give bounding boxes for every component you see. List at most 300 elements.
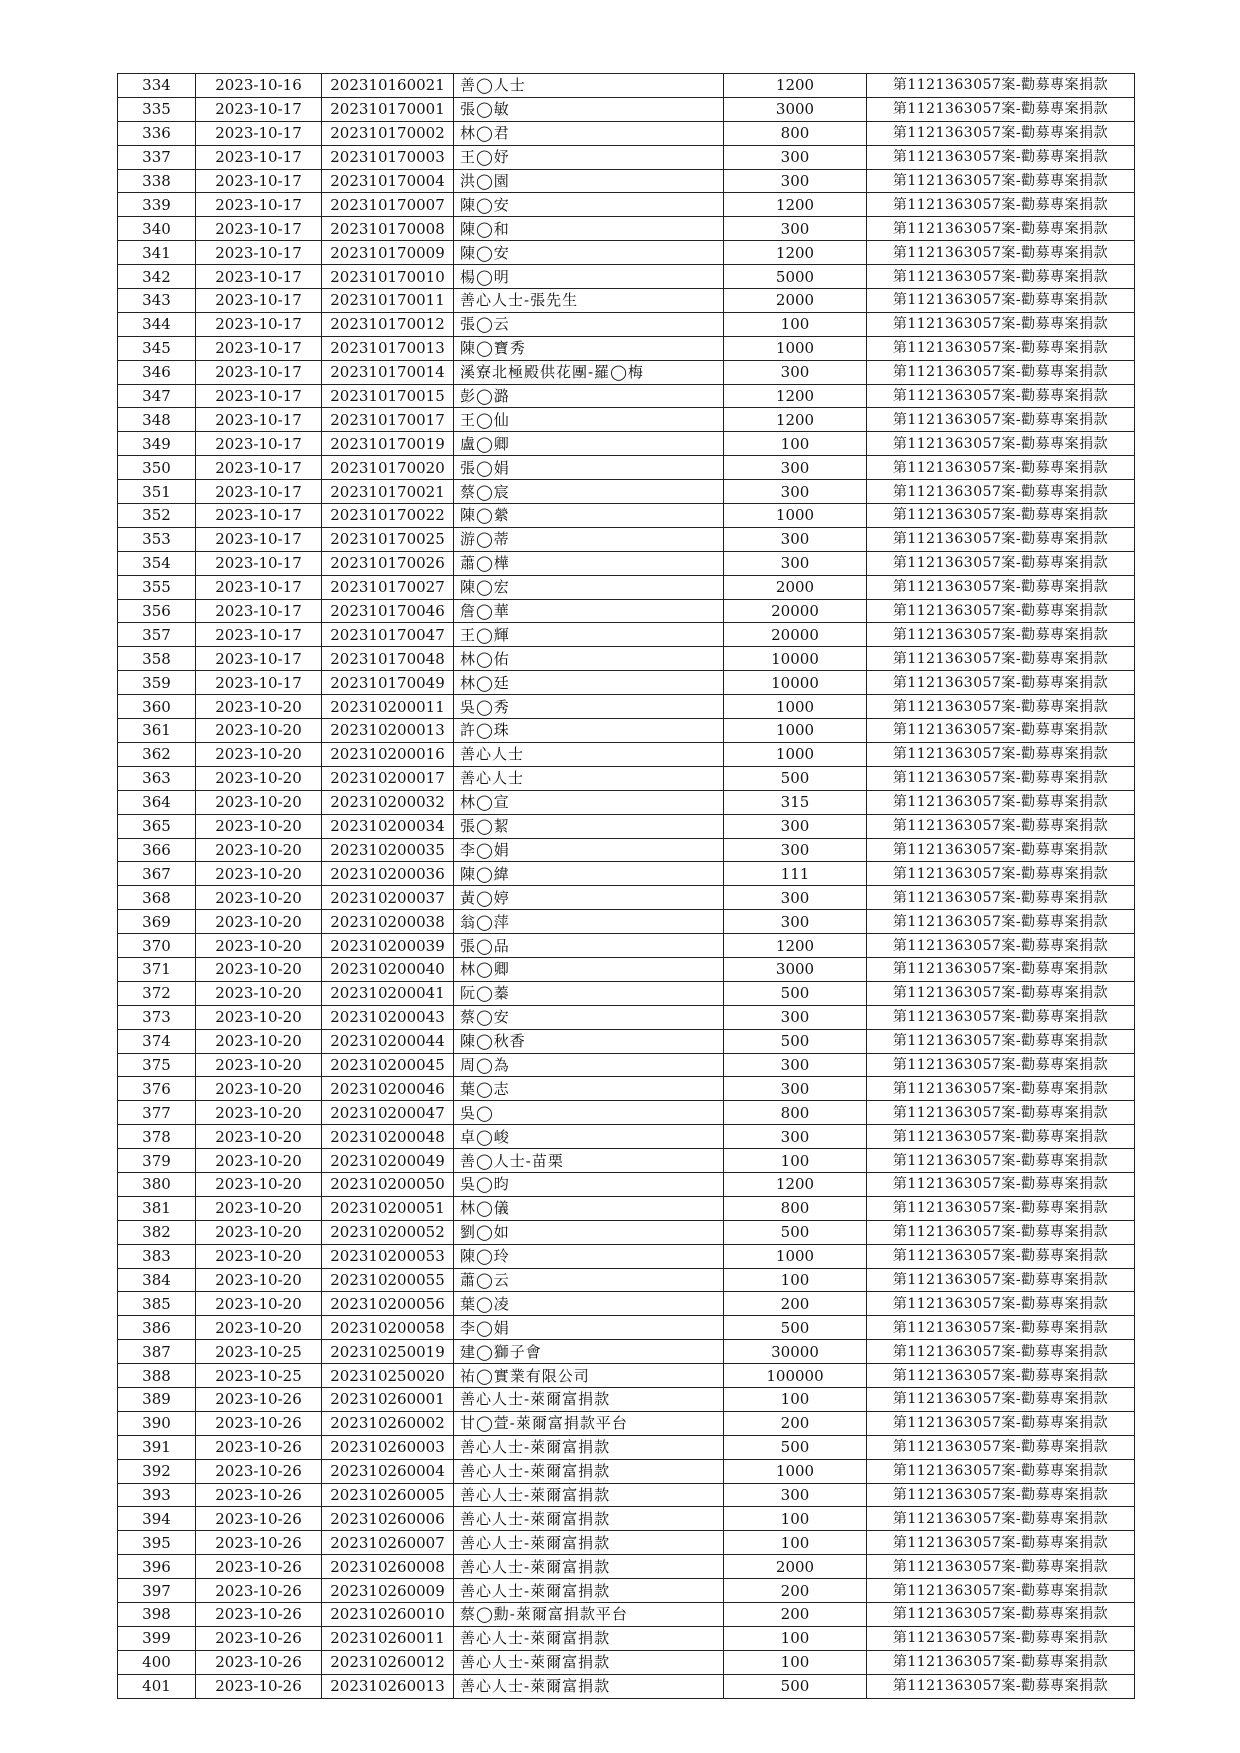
row-number: 391 [118,1435,196,1459]
row-number: 362 [118,742,196,766]
donor-name: 善心人士-萊爾富捐款 [454,1507,724,1531]
case-note: 第1121363057案-勸募專案捐款 [867,1531,1135,1555]
receipt-number: 202310170015 [322,384,454,408]
donation-amount: 100 [724,1268,867,1292]
table-row [118,1149,1135,1173]
donation-date: 2023-10-17 [196,265,322,289]
donation-date: 2023-10-17 [196,97,322,121]
donation-date: 2023-10-20 [196,1125,322,1149]
table-row [118,1340,1135,1364]
table-row [118,719,1135,743]
donation-amount: 1000 [724,1244,867,1268]
donation-date: 2023-10-16 [196,74,322,98]
receipt-number: 202310170010 [322,265,454,289]
row-number: 379 [118,1149,196,1173]
donor-name: 善心人士 [454,766,724,790]
donor-name: 周◯為 [454,1053,724,1077]
receipt-number: 202310200039 [322,934,454,958]
donation-date: 2023-10-20 [196,957,322,981]
donation-amount: 300 [724,886,867,910]
receipt-number: 202310200055 [322,1268,454,1292]
row-number: 393 [118,1483,196,1507]
donation-date: 2023-10-17 [196,599,322,623]
donor-name: 林◯廷 [454,671,724,695]
donation-date: 2023-10-17 [196,217,322,241]
case-note: 第1121363057案-勸募專案捐款 [867,838,1135,862]
case-note: 第1121363057案-勸募專案捐款 [867,766,1135,790]
donation-amount: 100000 [724,1364,867,1388]
donor-name: 祐◯實業有限公司 [454,1364,724,1388]
donor-name: 張◯敏 [454,97,724,121]
case-note: 第1121363057案-勸募專案捐款 [867,1101,1135,1125]
donation-date: 2023-10-20 [196,1029,322,1053]
donor-name: 善心人士 [454,742,724,766]
donation-amount: 300 [724,217,867,241]
donor-name: 詹◯華 [454,599,724,623]
row-number: 368 [118,886,196,910]
row-number: 342 [118,265,196,289]
donation-date: 2023-10-17 [196,145,322,169]
case-note: 第1121363057案-勸募專案捐款 [867,1292,1135,1316]
donation-amount: 315 [724,790,867,814]
donation-date: 2023-10-17 [196,408,322,432]
donor-name: 阮◯蓁 [454,981,724,1005]
donor-name: 彭◯潞 [454,384,724,408]
table-row [118,671,1135,695]
row-number: 387 [118,1340,196,1364]
table-row [118,265,1135,289]
donation-amount: 10000 [724,671,867,695]
donation-amount: 300 [724,456,867,480]
table-row [118,504,1135,528]
table-row [118,1244,1135,1268]
donation-amount: 500 [724,981,867,1005]
donation-amount: 1200 [724,384,867,408]
case-note: 第1121363057案-勸募專案捐款 [867,1364,1135,1388]
case-note: 第1121363057案-勸募專案捐款 [867,647,1135,671]
donor-name: 溪寮北極殿供花團-羅◯梅 [454,360,724,384]
row-number: 384 [118,1268,196,1292]
table-row [118,742,1135,766]
case-note: 第1121363057案-勸募專案捐款 [867,910,1135,934]
table-row [118,432,1135,456]
case-note: 第1121363057案-勸募專案捐款 [867,527,1135,551]
donor-name: 善心人士-萊爾富捐款 [454,1387,724,1411]
row-number: 365 [118,814,196,838]
donation-amount: 300 [724,1005,867,1029]
row-number: 396 [118,1555,196,1579]
receipt-number: 202310170026 [322,551,454,575]
donation-amount: 500 [724,1029,867,1053]
donation-amount: 300 [724,1483,867,1507]
table-row [118,336,1135,360]
row-number: 390 [118,1411,196,1435]
receipt-number: 202310200052 [322,1220,454,1244]
donation-amount: 1200 [724,408,867,432]
receipt-number: 202310260008 [322,1555,454,1579]
row-number: 399 [118,1626,196,1650]
case-note: 第1121363057案-勸募專案捐款 [867,623,1135,647]
receipt-number: 202310170014 [322,360,454,384]
row-number: 380 [118,1172,196,1196]
receipt-number: 202310260013 [322,1674,454,1698]
row-number: 375 [118,1053,196,1077]
donation-date: 2023-10-20 [196,886,322,910]
donation-date: 2023-10-17 [196,671,322,695]
row-number: 356 [118,599,196,623]
case-note: 第1121363057案-勸募專案捐款 [867,742,1135,766]
donor-name: 楊◯明 [454,265,724,289]
donation-date: 2023-10-26 [196,1483,322,1507]
row-number: 360 [118,695,196,719]
row-number: 354 [118,551,196,575]
donor-name: 張◯絜 [454,814,724,838]
donation-amount: 10000 [724,647,867,671]
donation-date: 2023-10-17 [196,432,322,456]
case-note: 第1121363057案-勸募專案捐款 [867,1220,1135,1244]
donation-date: 2023-10-17 [196,360,322,384]
table-row [118,1364,1135,1388]
table-row [118,527,1135,551]
receipt-number: 202310200043 [322,1005,454,1029]
donation-date: 2023-10-20 [196,1005,322,1029]
table-row [118,97,1135,121]
case-note: 第1121363057案-勸募專案捐款 [867,1268,1135,1292]
table-row [118,1459,1135,1483]
donation-date: 2023-10-17 [196,169,322,193]
table-row [118,145,1135,169]
receipt-number: 202310250020 [322,1364,454,1388]
table-row [118,575,1135,599]
table-row [118,1316,1135,1340]
donation-date: 2023-10-20 [196,790,322,814]
donation-amount: 3000 [724,97,867,121]
case-note: 第1121363057案-勸募專案捐款 [867,145,1135,169]
donation-date: 2023-10-20 [196,1172,322,1196]
table-row [118,1411,1135,1435]
donor-name: 蔡◯勳-萊爾富捐款平台 [454,1603,724,1627]
case-note: 第1121363057案-勸募專案捐款 [867,1555,1135,1579]
donation-amount: 2000 [724,575,867,599]
receipt-number: 202310170012 [322,312,454,336]
receipt-number: 202310170002 [322,121,454,145]
table-row [118,1053,1135,1077]
donation-date: 2023-10-26 [196,1603,322,1627]
case-note: 第1121363057案-勸募專案捐款 [867,1674,1135,1698]
donor-name: 陳◯和 [454,217,724,241]
case-note: 第1121363057案-勸募專案捐款 [867,1387,1135,1411]
donation-amount: 20000 [724,599,867,623]
donor-name: 王◯輝 [454,623,724,647]
table-row [118,1579,1135,1603]
row-number: 378 [118,1125,196,1149]
donation-date: 2023-10-26 [196,1555,322,1579]
donor-name: 卓◯峻 [454,1125,724,1149]
row-number: 351 [118,480,196,504]
row-number: 349 [118,432,196,456]
donor-name: 陳◯安 [454,241,724,265]
table-row [118,121,1135,145]
row-number: 353 [118,527,196,551]
row-number: 340 [118,217,196,241]
row-number: 383 [118,1244,196,1268]
case-note: 第1121363057案-勸募專案捐款 [867,384,1135,408]
case-note: 第1121363057案-勸募專案捐款 [867,408,1135,432]
donation-amount: 200 [724,1579,867,1603]
case-note: 第1121363057案-勸募專案捐款 [867,1579,1135,1603]
receipt-number: 202310200053 [322,1244,454,1268]
table-row [118,599,1135,623]
donor-name: 善心人士-萊爾富捐款 [454,1435,724,1459]
case-note: 第1121363057案-勸募專案捐款 [867,1005,1135,1029]
donor-name: 林◯儀 [454,1196,724,1220]
donor-name: 陳◯安 [454,193,724,217]
case-note: 第1121363057案-勸募專案捐款 [867,957,1135,981]
table-row [118,1292,1135,1316]
donor-name: 蕭◯云 [454,1268,724,1292]
donor-name: 蔡◯安 [454,1005,724,1029]
table-row [118,193,1135,217]
case-note: 第1121363057案-勸募專案捐款 [867,599,1135,623]
donor-name: 劉◯如 [454,1220,724,1244]
donor-name: 陳◯寶秀 [454,336,724,360]
donation-amount: 100 [724,1531,867,1555]
donor-name: 洪◯園 [454,169,724,193]
table-row [118,1555,1135,1579]
donation-date: 2023-10-26 [196,1579,322,1603]
receipt-number: 202310200046 [322,1077,454,1101]
receipt-number: 202310200041 [322,981,454,1005]
donor-name: 善◯人士-苗栗 [454,1149,724,1173]
row-number: 347 [118,384,196,408]
case-note: 第1121363057案-勸募專案捐款 [867,1125,1135,1149]
table-row [118,1674,1135,1698]
donation-amount: 20000 [724,623,867,647]
row-number: 338 [118,169,196,193]
table-row [118,74,1135,98]
receipt-number: 202310260003 [322,1435,454,1459]
receipt-number: 202310200056 [322,1292,454,1316]
donor-name: 林◯君 [454,121,724,145]
donation-amount: 2000 [724,1555,867,1579]
case-note: 第1121363057案-勸募專案捐款 [867,719,1135,743]
donation-amount: 1200 [724,193,867,217]
row-number: 392 [118,1459,196,1483]
donation-date: 2023-10-20 [196,1292,322,1316]
receipt-number: 202310200036 [322,862,454,886]
donation-date: 2023-10-20 [196,1268,322,1292]
donation-date: 2023-10-17 [196,121,322,145]
donation-date: 2023-10-26 [196,1531,322,1555]
donation-amount: 100 [724,1387,867,1411]
case-note: 第1121363057案-勸募專案捐款 [867,432,1135,456]
row-number: 376 [118,1077,196,1101]
case-note: 第1121363057案-勸募專案捐款 [867,97,1135,121]
receipt-number: 202310170017 [322,408,454,432]
donation-amount: 300 [724,910,867,934]
case-note: 第1121363057案-勸募專案捐款 [867,1316,1135,1340]
donation-date: 2023-10-20 [196,1077,322,1101]
donation-date: 2023-10-26 [196,1626,322,1650]
donation-date: 2023-10-17 [196,193,322,217]
case-note: 第1121363057案-勸募專案捐款 [867,575,1135,599]
donation-date: 2023-10-17 [196,336,322,360]
donation-amount: 800 [724,121,867,145]
table-row [118,1268,1135,1292]
donation-amount: 100 [724,1507,867,1531]
case-note: 第1121363057案-勸募專案捐款 [867,1244,1135,1268]
row-number: 366 [118,838,196,862]
receipt-number: 202310260007 [322,1531,454,1555]
donor-name: 吳◯ [454,1101,724,1125]
donation-amount: 300 [724,1053,867,1077]
donor-name: 李◯娟 [454,1316,724,1340]
donation-table-body [118,74,1135,1699]
donor-name: 張◯娟 [454,456,724,480]
row-number: 369 [118,910,196,934]
receipt-number: 202310200045 [322,1053,454,1077]
donor-name: 善心人士-萊爾富捐款 [454,1626,724,1650]
donation-date: 2023-10-20 [196,814,322,838]
donor-name: 李◯娟 [454,838,724,862]
row-number: 341 [118,241,196,265]
table-row [118,981,1135,1005]
donation-amount: 500 [724,1316,867,1340]
donation-table [117,73,1135,1699]
donation-amount: 500 [724,1674,867,1698]
donor-name: 善心人士-萊爾富捐款 [454,1674,724,1698]
row-number: 348 [118,408,196,432]
table-row [118,1507,1135,1531]
receipt-number: 202310260012 [322,1650,454,1674]
case-note: 第1121363057案-勸募專案捐款 [867,1603,1135,1627]
case-note: 第1121363057案-勸募專案捐款 [867,790,1135,814]
row-number: 335 [118,97,196,121]
table-row [118,910,1135,934]
donor-name: 林◯卿 [454,957,724,981]
table-row [118,1196,1135,1220]
donation-date: 2023-10-25 [196,1364,322,1388]
row-number: 389 [118,1387,196,1411]
case-note: 第1121363057案-勸募專案捐款 [867,1053,1135,1077]
row-number: 364 [118,790,196,814]
table-row [118,1005,1135,1029]
donor-name: 蔡◯宸 [454,480,724,504]
table-row [118,1172,1135,1196]
donation-date: 2023-10-20 [196,934,322,958]
table-row [118,551,1135,575]
donation-amount: 111 [724,862,867,886]
table-row [118,241,1135,265]
row-number: 345 [118,336,196,360]
donor-name: 張◯品 [454,934,724,958]
donation-amount: 100 [724,1149,867,1173]
donation-date: 2023-10-20 [196,1196,322,1220]
case-note: 第1121363057案-勸募專案捐款 [867,480,1135,504]
case-note: 第1121363057案-勸募專案捐款 [867,551,1135,575]
donation-date: 2023-10-17 [196,623,322,647]
donor-name: 黃◯婷 [454,886,724,910]
donation-date: 2023-10-20 [196,742,322,766]
table-row [118,217,1135,241]
case-note: 第1121363057案-勸募專案捐款 [867,1411,1135,1435]
table-row [118,1626,1135,1650]
donor-name: 善心人士-萊爾富捐款 [454,1531,724,1555]
donation-amount: 1200 [724,241,867,265]
case-note: 第1121363057案-勸募專案捐款 [867,862,1135,886]
row-number: 363 [118,766,196,790]
donation-date: 2023-10-17 [196,456,322,480]
donor-name: 甘◯萱-萊爾富捐款平台 [454,1411,724,1435]
case-note: 第1121363057案-勸募專案捐款 [867,312,1135,336]
receipt-number: 202310200017 [322,766,454,790]
donor-name: 善心人士-萊爾富捐款 [454,1483,724,1507]
row-number: 336 [118,121,196,145]
table-row [118,456,1135,480]
donation-amount: 100 [724,1650,867,1674]
donation-amount: 300 [724,814,867,838]
case-note: 第1121363057案-勸募專案捐款 [867,360,1135,384]
donation-amount: 1200 [724,934,867,958]
donation-date: 2023-10-17 [196,504,322,528]
donation-date: 2023-10-26 [196,1674,322,1698]
donation-amount: 300 [724,145,867,169]
row-number: 370 [118,934,196,958]
receipt-number: 202310170022 [322,504,454,528]
donation-date: 2023-10-26 [196,1387,322,1411]
donation-amount: 300 [724,480,867,504]
row-number: 373 [118,1005,196,1029]
case-note: 第1121363057案-勸募專案捐款 [867,265,1135,289]
table-row [118,1220,1135,1244]
donation-amount: 1000 [724,695,867,719]
receipt-number: 202310250019 [322,1340,454,1364]
table-row [118,1387,1135,1411]
donor-name: 陳◯縈 [454,504,724,528]
donor-name: 盧◯卿 [454,432,724,456]
case-note: 第1121363057案-勸募專案捐款 [867,456,1135,480]
receipt-number: 202310260005 [322,1483,454,1507]
case-note: 第1121363057案-勸募專案捐款 [867,289,1135,313]
donation-date: 2023-10-17 [196,575,322,599]
table-row [118,647,1135,671]
row-number: 394 [118,1507,196,1531]
receipt-number: 202310200040 [322,957,454,981]
row-number: 355 [118,575,196,599]
receipt-number: 202310200032 [322,790,454,814]
table-row [118,623,1135,647]
donation-date: 2023-10-25 [196,1340,322,1364]
donation-amount: 1000 [724,1459,867,1483]
donation-amount: 1000 [724,742,867,766]
donation-amount: 100 [724,432,867,456]
donation-date: 2023-10-20 [196,910,322,934]
donation-amount: 1000 [724,336,867,360]
donation-amount: 2000 [724,289,867,313]
receipt-number: 202310170049 [322,671,454,695]
donation-date: 2023-10-20 [196,1101,322,1125]
receipt-number: 202310170019 [322,432,454,456]
case-note: 第1121363057案-勸募專案捐款 [867,1483,1135,1507]
receipt-number: 202310260004 [322,1459,454,1483]
donation-amount: 1000 [724,504,867,528]
donation-amount: 1000 [724,719,867,743]
row-number: 401 [118,1674,196,1698]
table-row [118,1101,1135,1125]
row-number: 388 [118,1364,196,1388]
donor-name: 善心人士-萊爾富捐款 [454,1579,724,1603]
table-row [118,1650,1135,1674]
